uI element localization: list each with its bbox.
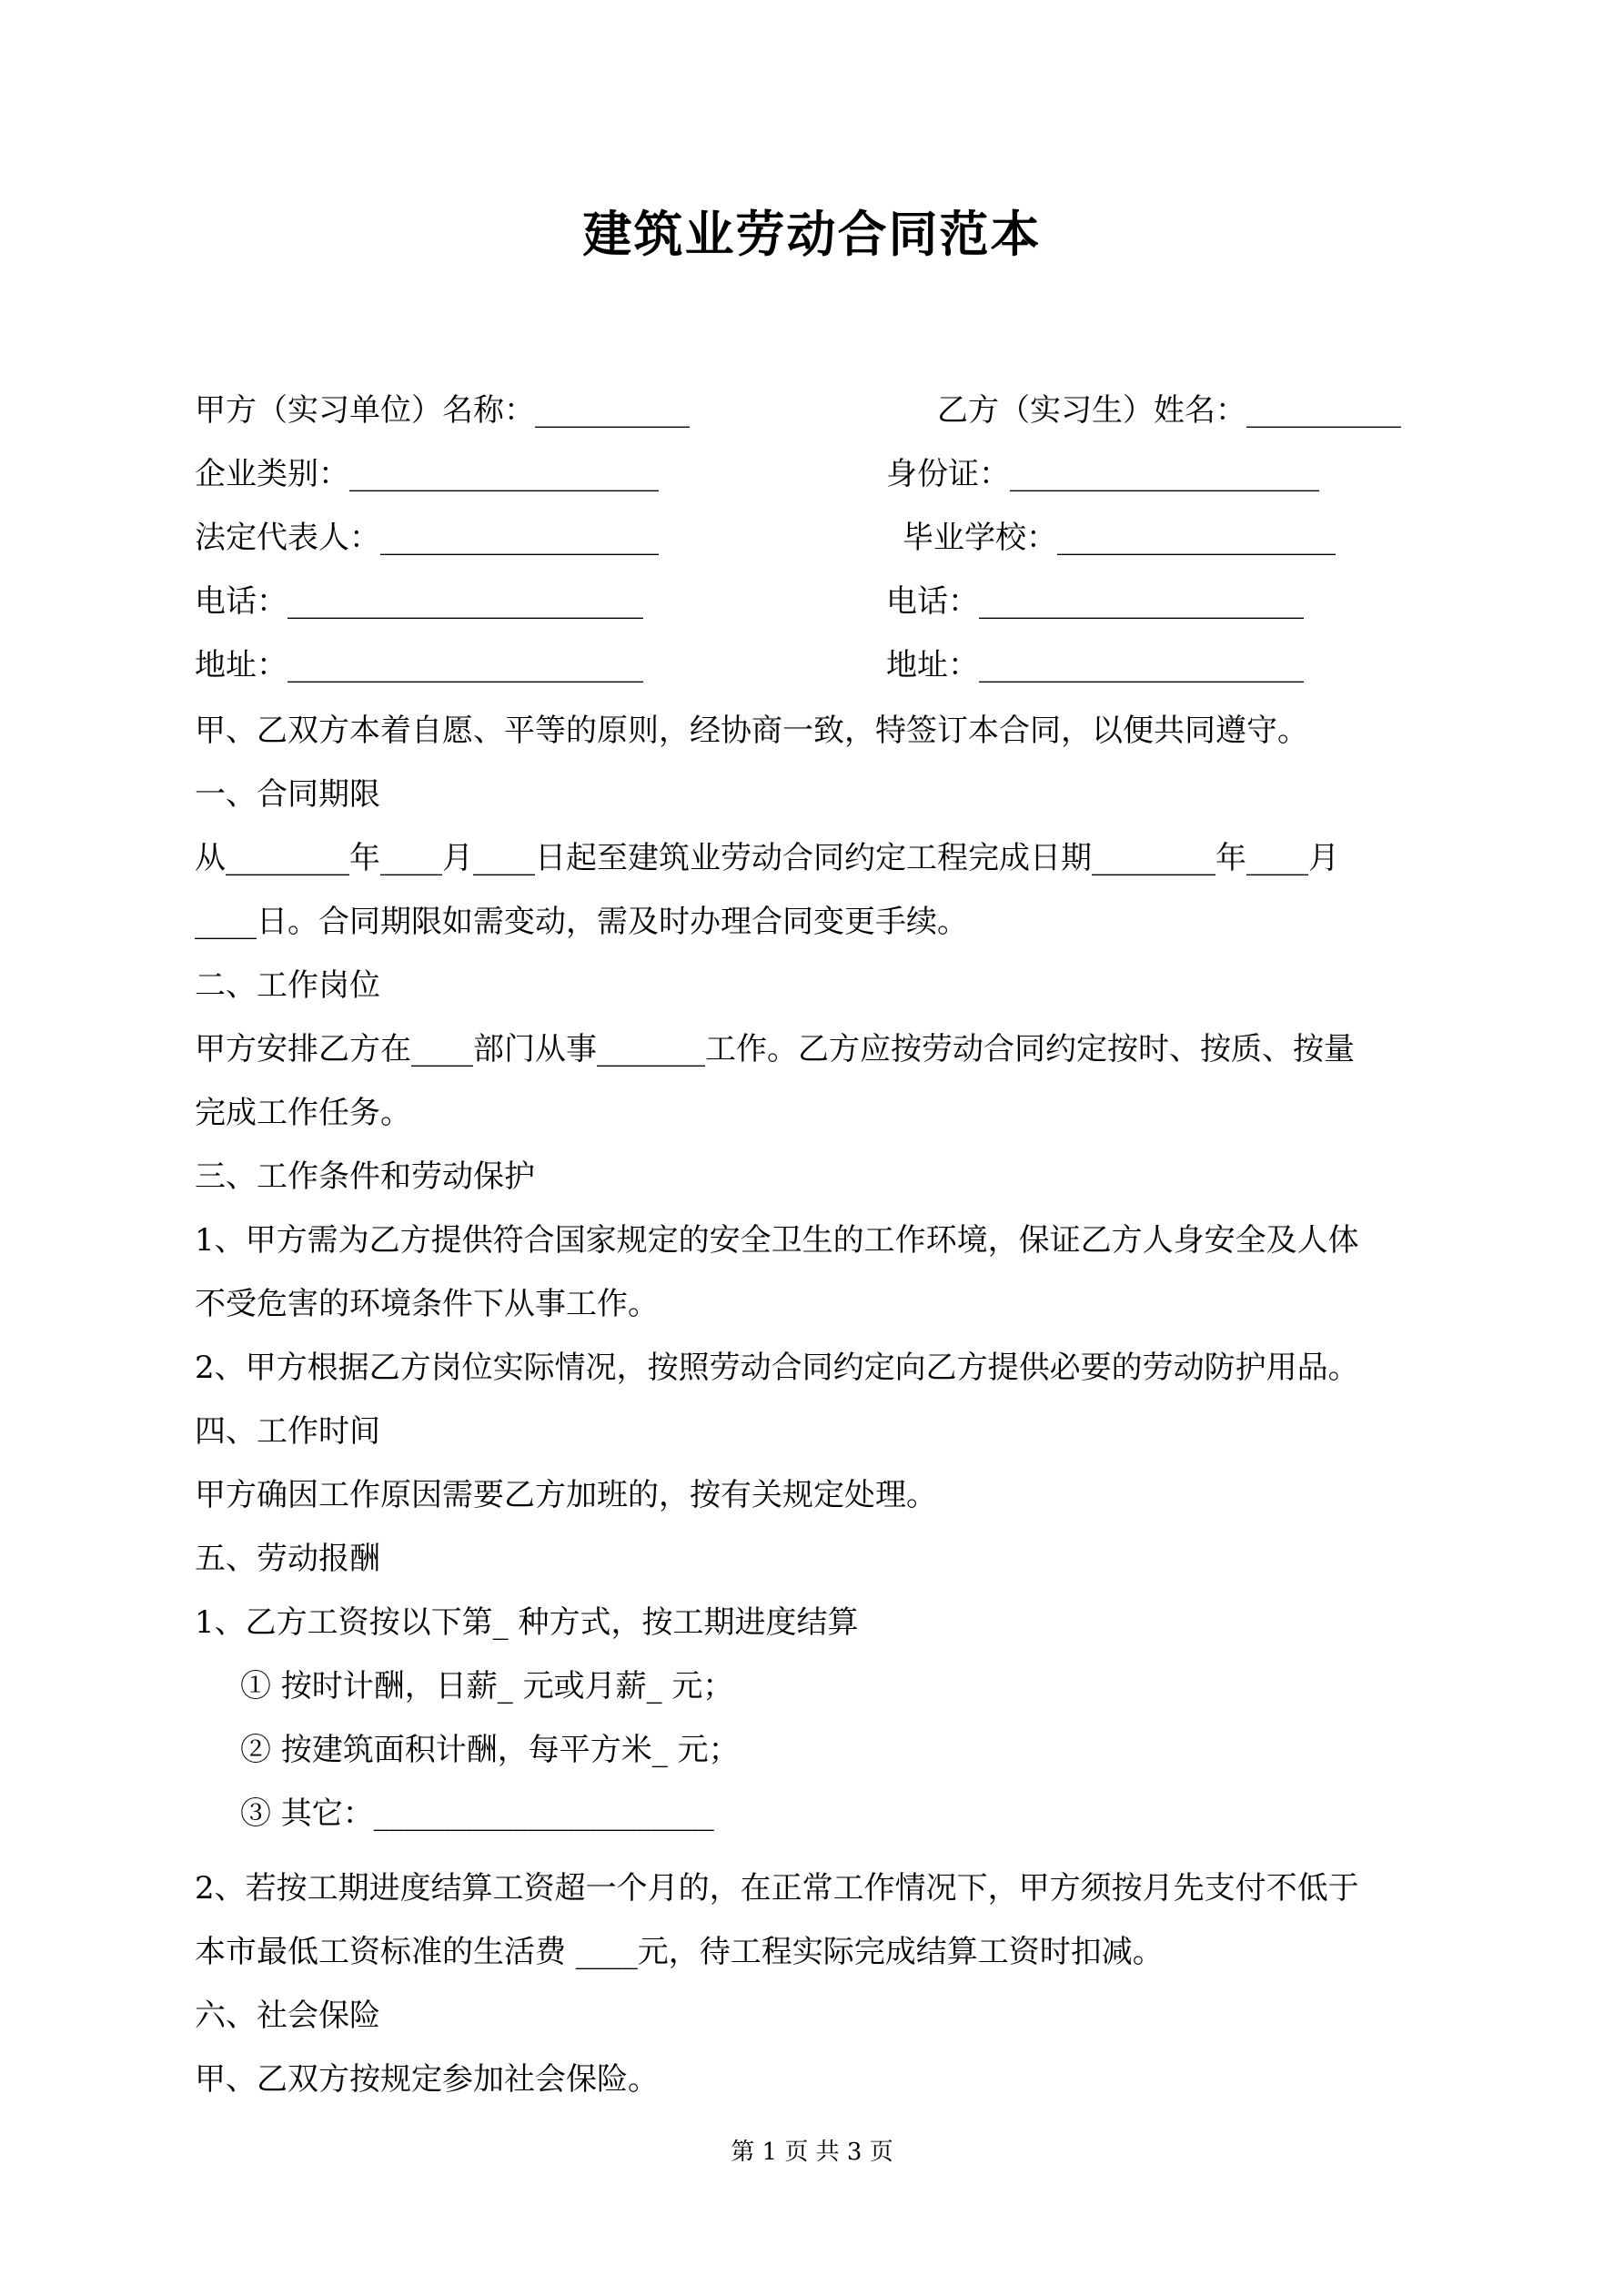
section-5-option-2: ② 按建筑面积计酬，每平方米_ 元；: [240, 1732, 740, 1768]
party-b-id-field: 身份证：____________________: [886, 456, 1319, 492]
section-2-line-1: 甲方安排乙方在____部门从事_______工作。乙方应按劳动合同约定按时、按质、按量: [195, 1031, 1355, 1067]
party-b-phone-field: 电话：_____________________: [886, 583, 1304, 620]
section-1-line-2: ____日。合同期限如需变动，需及时办理合同变更手续。: [195, 904, 968, 940]
section-2-line-2: 完成工作任务。: [195, 1095, 411, 1131]
section-5-item-1: 1、乙方工资按以下第_ 种方式，按工期进度结算: [195, 1604, 859, 1641]
section-5-item-2-line-1: 2、若按工期进度结算工资超一个月的，在正常工作情况下，甲方须按月先支付不低于: [195, 1870, 1359, 1907]
section-3-item-2: 2、甲方根据乙方岗位实际情况，按照劳动合同约定向乙方提供必要的劳动防护用品。: [195, 1350, 1359, 1386]
section-5-option-1: ① 按时计酬，日薪_ 元或月薪_ 元；: [240, 1668, 734, 1704]
section-3-item-1-line-2: 不受危害的环境条件下从事工作。: [195, 1286, 659, 1322]
section-1-heading: 一、合同期限: [195, 776, 380, 813]
party-a-name-field: 甲方（实习单位）名称：__________: [195, 392, 690, 429]
page-number: 第 1 页 共 3 页: [731, 2139, 893, 2166]
section-5-item-2-line-2: 本市最低工资标准的生活费 ____元，待工程实际完成结算工资时扣减。: [195, 1934, 1164, 1970]
party-a-rep-field: 法定代表人：__________________: [195, 520, 659, 556]
section-4-paragraph: 甲方确因工作原因需要乙方加班的，按有关规定处理。: [195, 1477, 937, 1513]
party-a-address-field: 地址：_______________________: [195, 647, 643, 683]
section-3-heading: 三、工作条件和劳动保护: [195, 1158, 535, 1195]
page-title: 建筑业劳动合同范本: [582, 205, 1042, 263]
section-6-heading: 六、社会保险: [195, 1998, 380, 2034]
section-5-heading: 五、劳动报酬: [195, 1541, 380, 1577]
section-1-line-1: 从________年____月____日起至建筑业劳动合同约定工程完成日期________年____月: [195, 840, 1339, 876]
section-2-heading: 二、工作岗位: [195, 967, 380, 1004]
section-6-paragraph: 甲、乙双方按规定参加社会保险。: [195, 2061, 659, 2098]
party-a-phone-field: 电话：_______________________: [195, 583, 643, 620]
section-5-option-3: ③ 其它：______________________: [240, 1795, 714, 1832]
party-b-school-field: 毕业学校：__________________: [903, 520, 1336, 556]
section-3-item-1-line-1: 1、甲方需为乙方提供符合国家规定的安全卫生的工作环境，保证乙方人身安全及人体: [195, 1222, 1359, 1259]
intro-paragraph: 甲、乙双方本着自愿、平等的原则，经协商一致，特签订本合同，以便共同遵守。: [195, 713, 1308, 749]
party-b-address-field: 地址：_____________________: [886, 647, 1304, 683]
section-4-heading: 四、工作时间: [195, 1413, 380, 1450]
party-b-name-field: 乙方（实习生）姓名：__________: [937, 392, 1401, 429]
party-a-type-field: 企业类别：____________________: [195, 456, 659, 492]
